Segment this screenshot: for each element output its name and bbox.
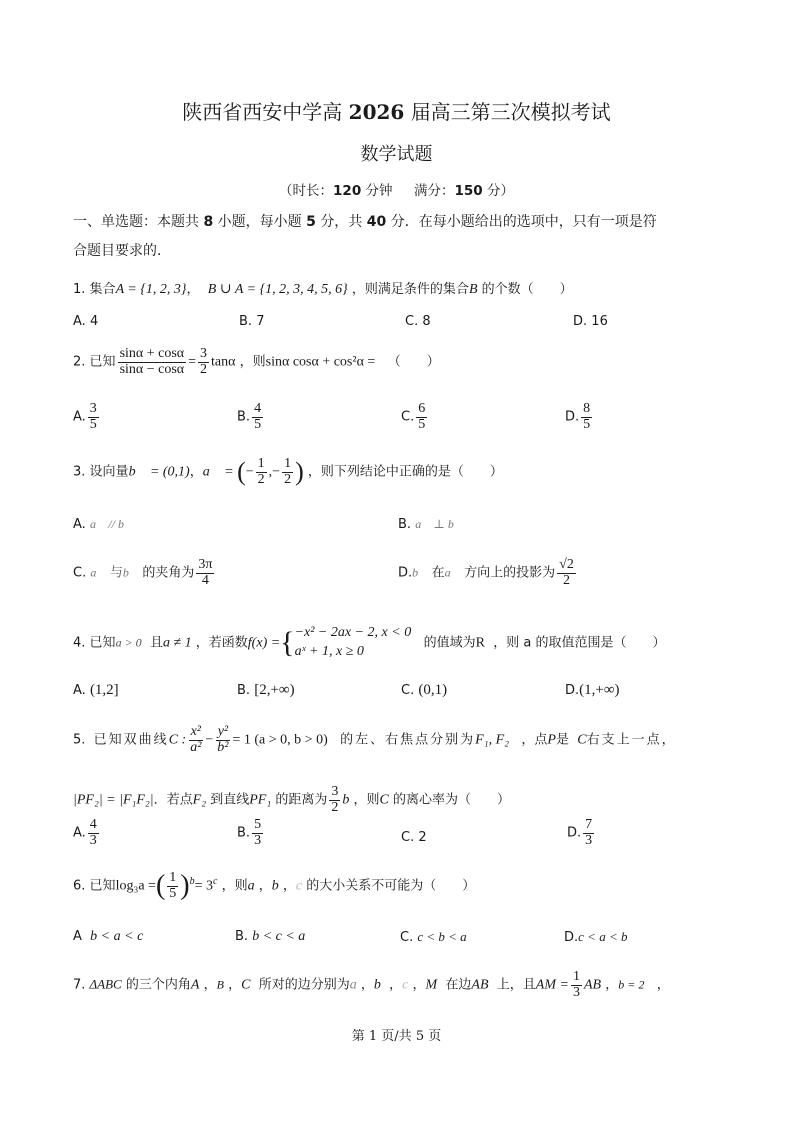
section-instructions-line1: 一、单选题：本题共 8 小题，每小题 5 分，共 40 分．在每小题给出的选项中，只有一项是符: [73, 214, 657, 230]
section-instructions-line2: 合题目要求的．: [73, 243, 171, 259]
q5-option-c: C. 2: [401, 830, 427, 845]
q4-option-a: A. (1,2]: [73, 682, 119, 698]
q2-option-d: D. $\frac{8}{5}$: [565, 401, 591, 432]
q1-option-d: D. 16: [573, 314, 608, 329]
page-footer: 第 1 页/共 5 页: [351, 1029, 442, 1044]
question-4: 4. 已知a > 0 且a ≠ 1 ，若函数f(x) ={ −x² − 2ax − 2, x < 0 aˣ + 1, x ≥ 0 的值域为R ，则 a 的取值范围是（ ）: [73, 624, 665, 662]
q4-option-b: B. [2,+∞): [237, 682, 295, 698]
q2-option-c: C. $\frac{6}{5}$: [401, 401, 426, 432]
q4-option-d: D.(1,+∞): [565, 682, 620, 698]
q1-option-a: A. 4: [73, 314, 99, 329]
q5-option-b: B. $\frac{5}{3}$: [237, 817, 262, 848]
q3-option-b: B. a⃗ ⊥ b⃗: [398, 517, 464, 532]
question-7: 7. ΔABC 的三个内角A ，B ，C 所对的边分别为a ，b ，c ，M 在边AB 上，且AM = $\frac{1}{3}$ AB ，b = 2 ，: [73, 969, 670, 1000]
q1-option-b: B. 7: [239, 314, 265, 329]
question-1: 1. 集合A = {1, 2, 3}， B ∪ A = {1, 2, 3, 4, 5, 6} ，则满足条件的集合B 的个数（ ）: [73, 282, 573, 297]
q6-option-b: B. b < c < a: [235, 929, 306, 944]
q2-lhs-fraction: $\frac{\sin\alpha + \cos\alpha}{\sin\alpha - \cos\alpha}$: [119, 346, 185, 377]
q6-option-a: A b < a < c: [73, 929, 144, 944]
q5-option-d: D. $\frac{7}{3}$: [567, 817, 593, 848]
page-subtitle: 数学试题: [360, 144, 433, 165]
q5-option-a: A. $\frac{4}{3}$: [73, 817, 97, 848]
q3-option-d: D.b⃗ 在a⃗ 方向上的投影为 $\frac{√2}{2}$: [398, 557, 574, 588]
q6-option-c: C. c < b < a: [400, 929, 467, 945]
q2-option-b: B. $\frac{4}{5}$: [237, 401, 262, 432]
q2-option-a: A. $\frac{3}{5}$: [73, 401, 97, 432]
q4-option-c: C. (0,1): [401, 682, 448, 698]
q4-piecewise: −x² − 2ax − 2, x < 0 aˣ + 1, x ≥ 0: [294, 625, 412, 659]
question-5: 5. 已知双曲线C : $\frac{\text{x²}}{\text{a²}}$ − $\frac{\text{y²}}{\text{b²}}$ = 1 (a > 0, b > 0) 的左、右焦点分别为F₁, F₂ ，点P是 C右支上一点，: [73, 724, 677, 755]
exam-meta: （时长：120 分钟 满分：150 分）: [279, 183, 514, 199]
question-3: 3. 设向量b⃗ = (0,1)，a⃗ = (− $\frac{1}{2}$ ,− $\frac{1}{2}$ ) ，则下列结论中正确的是（ ）: [73, 456, 503, 487]
q6-option-d: D.c < a < b: [564, 929, 628, 945]
page-title: 陕西省西安中学高 2026 届高三第三次模拟考试: [182, 100, 611, 124]
question-2: 2. 已知 $\frac{\sin\alpha + \cos\alpha}{\sin\alpha - \cos\alpha}$ = $\frac{3}{2}$ tanα ，则sinα cosα + cos²α = （ ）: [73, 346, 440, 377]
q3-option-a: A. a⃗ // b⃗: [73, 517, 134, 532]
question-5-line2: |PF₂| = |F₁F₂|．若点F₂ 到直线PF₁ 的距离为 $\frac{3}{2}$ b ，则C 的离心率为（ ）: [73, 784, 511, 815]
q3-option-c: C. a⃗ 与b⃗ 的夹角为 $\frac{3\pi}{4}$: [73, 557, 213, 588]
q1-option-c: C. 8: [405, 314, 431, 329]
question-6: 6. 已知log₃a =( $\frac{1}{5}$ )$^b= 3^c$ ，则a ，b ，c 的大小关系不可能为（ ）: [73, 869, 476, 901]
